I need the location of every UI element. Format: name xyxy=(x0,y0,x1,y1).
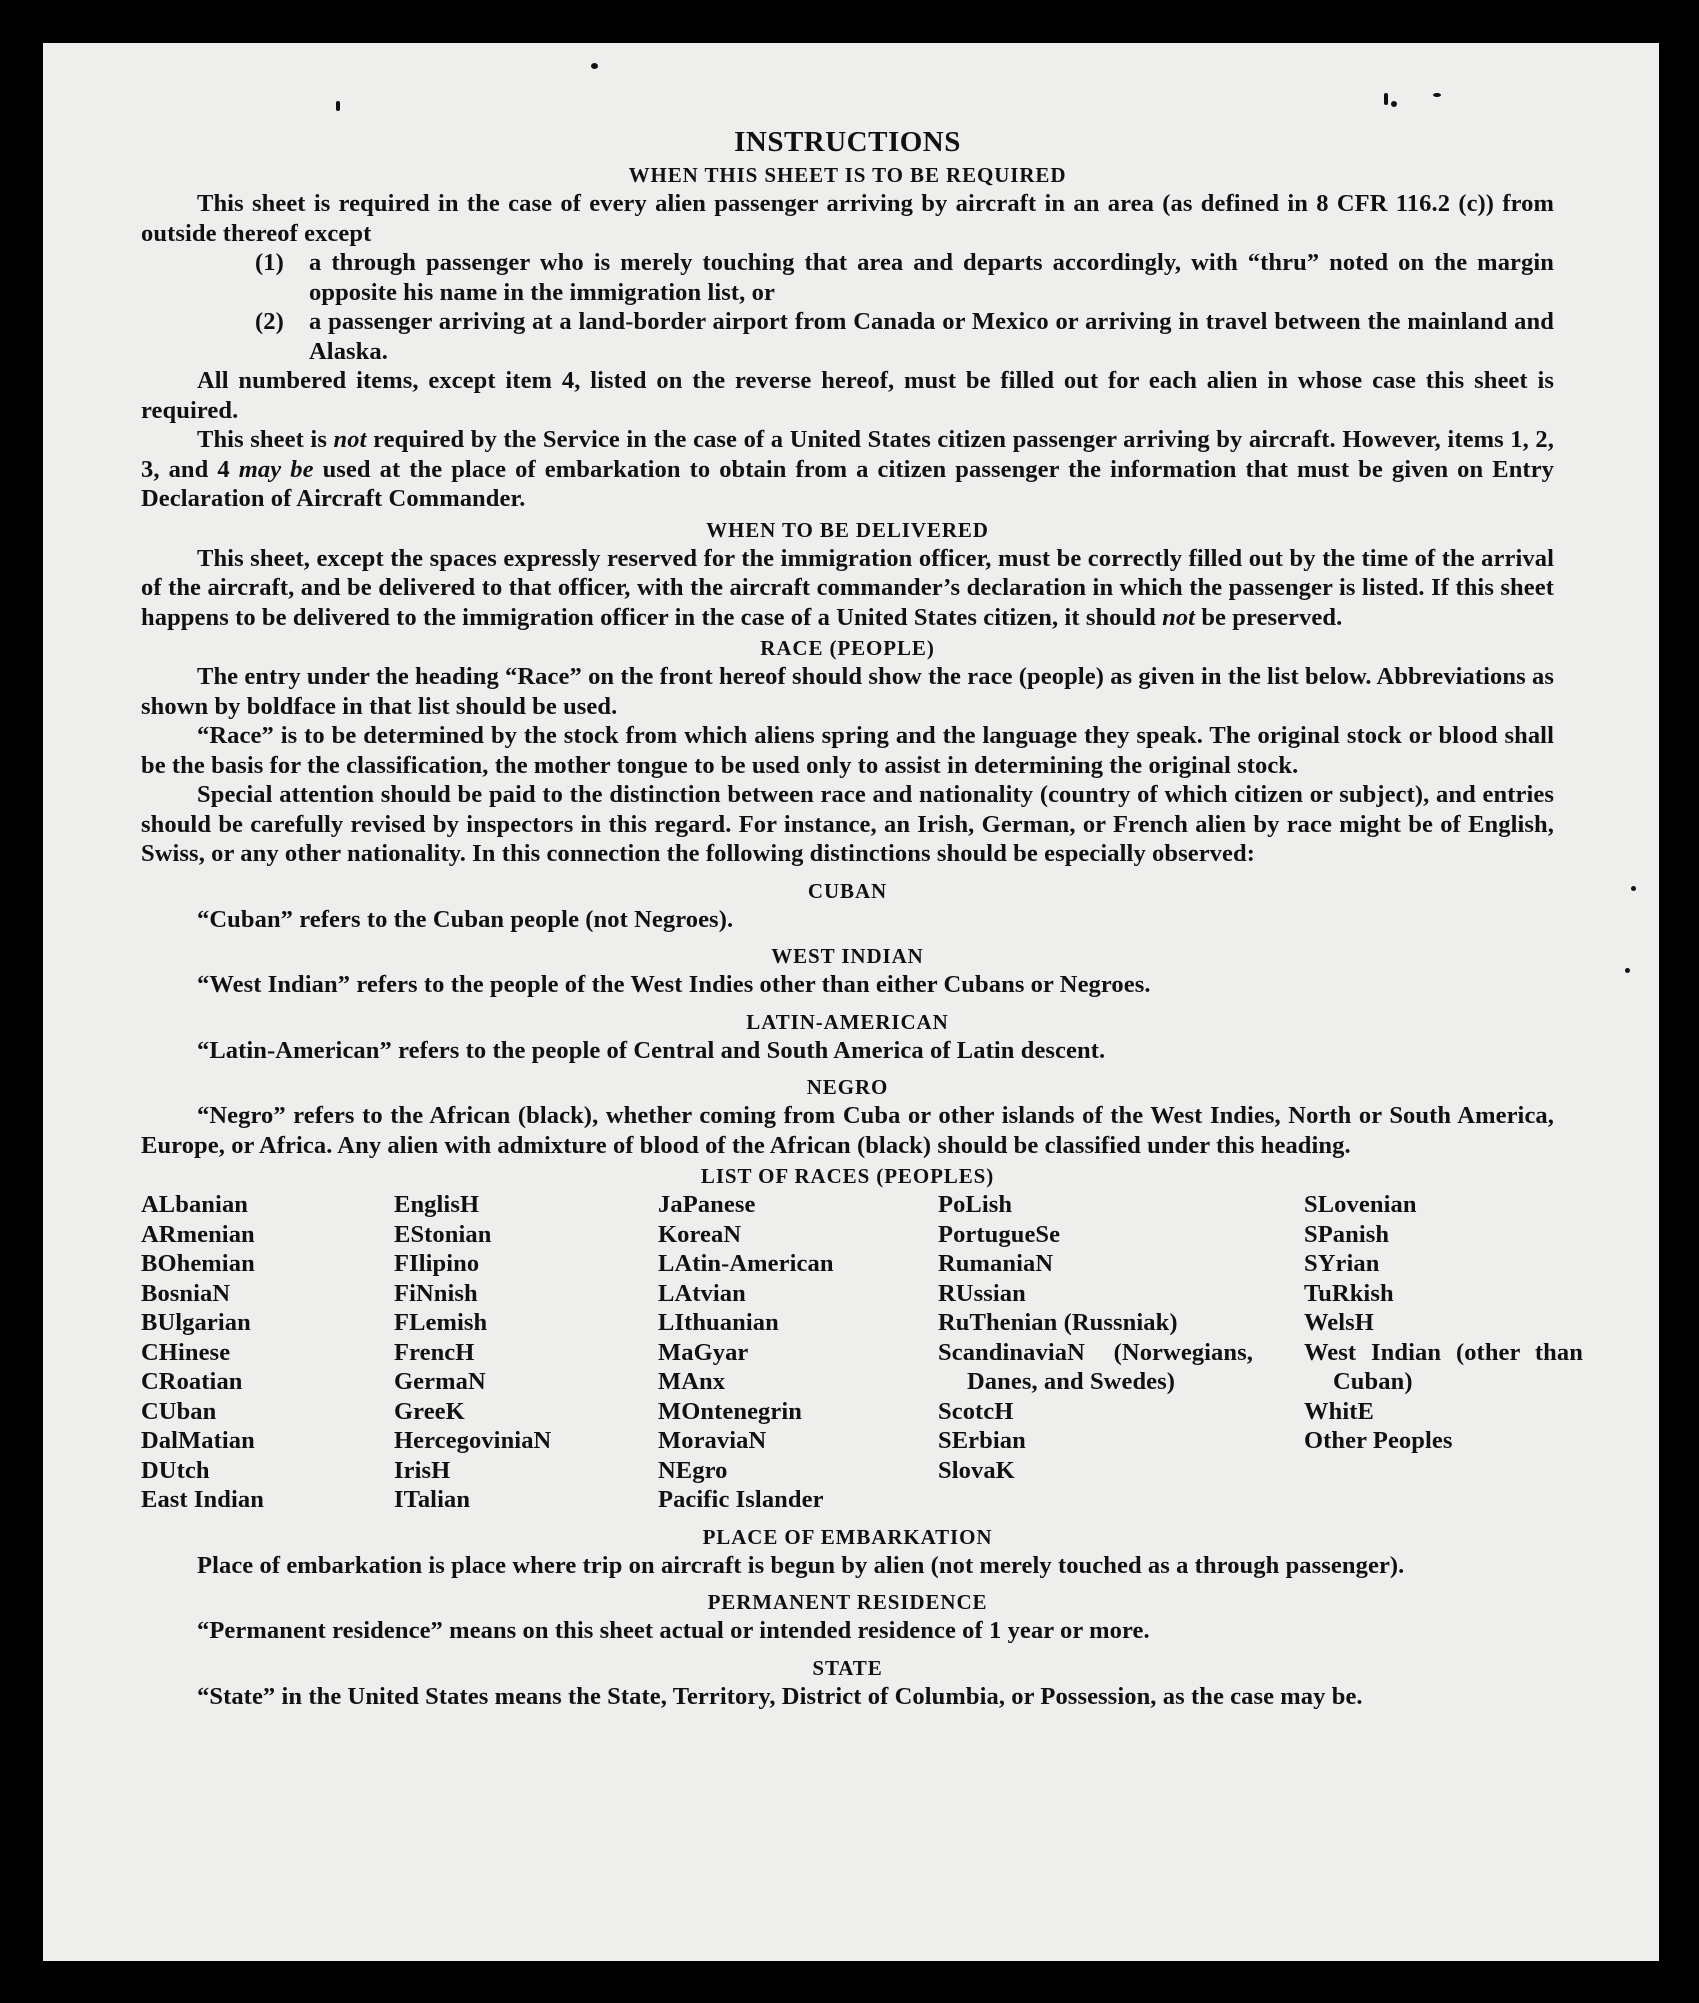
list-item: RUssian xyxy=(938,1279,1026,1307)
heading-state: STATE xyxy=(812,1655,883,1680)
heading-race: RACE (PEOPLE) xyxy=(760,636,935,660)
list-item: MOntenegrin xyxy=(658,1397,802,1425)
heading-cuban: CUBAN xyxy=(807,878,888,903)
list-item: GermaN xyxy=(394,1368,486,1395)
list-item: CUban xyxy=(141,1397,217,1425)
list-item: GreeK xyxy=(394,1397,465,1425)
west-indian-text: “West Indian” refers to the people of the West Indies other than either Cubans or Negroes. xyxy=(197,971,1151,998)
item-number: (2) xyxy=(255,308,284,335)
negro-text: “Negro” refers to the African (black), whether coming from Cuba or other islands of the West Indies, North or South America, Europe, or Africa. Any alien with admixture of blood of the African (black) should be classified under this heading. xyxy=(141,1102,1554,1159)
list-item: LAtvian xyxy=(658,1279,746,1307)
list-item: CHinese xyxy=(141,1338,231,1366)
list-item: FLemish xyxy=(394,1309,488,1336)
required-paragraph-1: This sheet is required in the case of every alien passenger arriving by aircraft in an area (as defined in 8 CFR 116.2 (c)) from outside thereof except xyxy=(141,190,1554,247)
item-text: a passenger arriving at a land-border airport from Canada or Mexico or arriving in travel between the mainland and Alaska. xyxy=(309,308,1554,365)
list-item: MAnx xyxy=(658,1368,726,1395)
list-item: NEgro xyxy=(658,1456,728,1484)
list-item: KoreaN xyxy=(658,1220,742,1248)
list-item: HercegoviniaN xyxy=(394,1427,552,1454)
list-item: BosniaN xyxy=(141,1279,231,1307)
heading-list-of-races: LIST OF RACES (PEOPLES) xyxy=(700,1164,995,1188)
required-paragraph-3: This sheet is not required by the Service in the case of a United States citizen passenger arriving by aircraft. However, items 1, 2, 3, and 4 may be used at the place of embarkation to obtain from a citizen passenger the information that must be given on Entry Declaration of Aircraft Commander. xyxy=(141,426,1555,512)
race-column-5 xyxy=(1304,1190,1583,1515)
heading-west-indian: WEST INDIAN xyxy=(771,944,924,968)
page-title: INSTRUCTIONS xyxy=(734,126,961,158)
delivered-paragraph: This sheet, except the spaces expressly reserved for the immigration officer, must be correctly filled out by the time of the arrival of the aircraft, and be delivered to that officer, with the aircraft commander’s declaration in which the passenger is listed. If this sheet happens to be delivered to the immigration officer in the case of a United States citizen, it should not be preserved. xyxy=(141,544,1554,631)
list-item: WhitE xyxy=(1304,1397,1374,1425)
list-item: TuRkish xyxy=(1304,1279,1394,1307)
list-item: FrencH xyxy=(394,1338,475,1366)
document-page xyxy=(43,43,1659,1961)
speck xyxy=(1391,101,1397,107)
residence-text: “Permanent residence” means on this sheet actual or intended residence of 1 year or more. xyxy=(197,1617,1150,1644)
race-paragraph-1: The entry under the heading “Race” on the front hereof should show the race (people) as given in the list below. Abbreviations as shown by boldface in that list should be used. xyxy=(141,663,1554,720)
exception-item-1 xyxy=(255,248,1554,307)
item-number: (1) xyxy=(255,249,284,276)
list-item: SYrian xyxy=(1304,1250,1380,1277)
list-item: ITalian xyxy=(394,1486,471,1513)
race-column-4 xyxy=(938,1190,1304,1515)
list-item: PortugueSe xyxy=(938,1220,1061,1248)
heading-permanent-residence: PERMANENT RESIDENCE xyxy=(707,1590,988,1614)
list-item: DalMatian xyxy=(141,1427,255,1454)
list-item: ARmenian xyxy=(141,1220,255,1248)
list-item: IrisH xyxy=(394,1456,451,1484)
item-text: a through passenger who is merely touching that area and departs accordingly, with “thru” noted on the margin opposite his name in the immigration list, or xyxy=(309,249,1554,306)
race-list xyxy=(141,1190,1583,1515)
list-item: FiNnish xyxy=(394,1279,478,1307)
required-paragraph-2: All numbered items, except item 4, listed on the reverse hereof, must be filled out for each alien in whose case this sheet is required. xyxy=(141,367,1554,424)
list-item: RuThenian (Russniak) xyxy=(938,1309,1178,1336)
list-item: EStonian xyxy=(394,1220,492,1248)
list-item: Pacific Islander xyxy=(658,1486,824,1513)
speck xyxy=(1631,886,1636,891)
race-column-1 xyxy=(141,1190,394,1515)
heading-place-of-embarkation: PLACE OF EMBARKATION xyxy=(702,1524,993,1549)
list-item: SlovaK xyxy=(938,1456,1015,1484)
list-item: CRoatian xyxy=(141,1368,243,1395)
heading-negro: NEGRO xyxy=(806,1075,889,1099)
speck xyxy=(1433,93,1441,97)
list-item: DUtch xyxy=(141,1456,210,1484)
race-column-2 xyxy=(394,1190,658,1515)
list-item: MaGyar xyxy=(658,1338,749,1366)
list-item: PoLish xyxy=(938,1191,1013,1218)
list-item: ScotcH xyxy=(938,1397,1014,1425)
list-item: ScandinaviaN (Norwegians, Danes, and Swedes) xyxy=(938,1338,1253,1395)
list-item: SPanish xyxy=(1304,1220,1390,1248)
list-item: LAtin-American xyxy=(658,1250,834,1277)
speck xyxy=(1384,93,1388,105)
heading-latin-american: LATIN-AMERICAN xyxy=(746,1009,949,1034)
instructions-content xyxy=(141,125,1583,1711)
list-item: ALbanian xyxy=(141,1191,249,1218)
list-item: BUlgarian xyxy=(141,1309,251,1336)
cuban-text: “Cuban” refers to the Cuban people (not Negroes). xyxy=(197,905,734,933)
exception-item-2 xyxy=(255,307,1554,366)
list-item: MoraviaN xyxy=(658,1427,767,1454)
list-item: FIlipino xyxy=(394,1250,480,1277)
list-item: WelsH xyxy=(1304,1309,1374,1336)
latin-american-text: “Latin-American” refers to the people of Central and South America of Latin descent. xyxy=(197,1036,1106,1064)
speck xyxy=(1625,968,1630,973)
list-item: West Indian (other than Cuban) xyxy=(1304,1338,1583,1395)
heading-required: WHEN THIS SHEET IS TO BE REQUIRED xyxy=(628,163,1067,187)
race-paragraph-3: Special attention should be paid to the distinction between race and nationality (country of which citizen or subject), and entries should be carefully revised by inspectors in this regard. For instance, an Irish, German, or French alien by race might be of English, Swiss, or any other nationality. In this connection the following distinctions should be especially observed: xyxy=(141,781,1554,867)
list-item: SLovenian xyxy=(1304,1191,1417,1218)
list-item: East Indian xyxy=(141,1486,264,1513)
speck xyxy=(336,101,340,111)
embarkation-text: Place of embarkation is place where trip on aircraft is begun by alien (not merely touched as a through passenger). xyxy=(197,1551,1405,1579)
race-column-3 xyxy=(658,1190,938,1515)
list-item: EnglisH xyxy=(394,1191,480,1218)
list-item: BOhemian xyxy=(141,1250,255,1277)
list-item: Other Peoples xyxy=(1304,1427,1453,1454)
list-item: LIthuanian xyxy=(658,1309,779,1336)
race-paragraph-2: “Race” is to be determined by the stock from which aliens spring and the language they speak. The original stock or blood shall be the basis for the classification, the mother tongue to be used only to assist in determining the original stock. xyxy=(141,722,1554,779)
list-item: SErbian xyxy=(938,1427,1026,1454)
list-item: RumaniaN xyxy=(938,1250,1054,1277)
heading-delivered: WHEN TO BE DELIVERED xyxy=(706,517,989,542)
list-item: JaPanese xyxy=(658,1191,756,1218)
speck xyxy=(591,63,598,69)
state-text: “State” in the United States means the State, Territory, District of Columbia, or Possession, as the case may be. xyxy=(197,1682,1363,1710)
